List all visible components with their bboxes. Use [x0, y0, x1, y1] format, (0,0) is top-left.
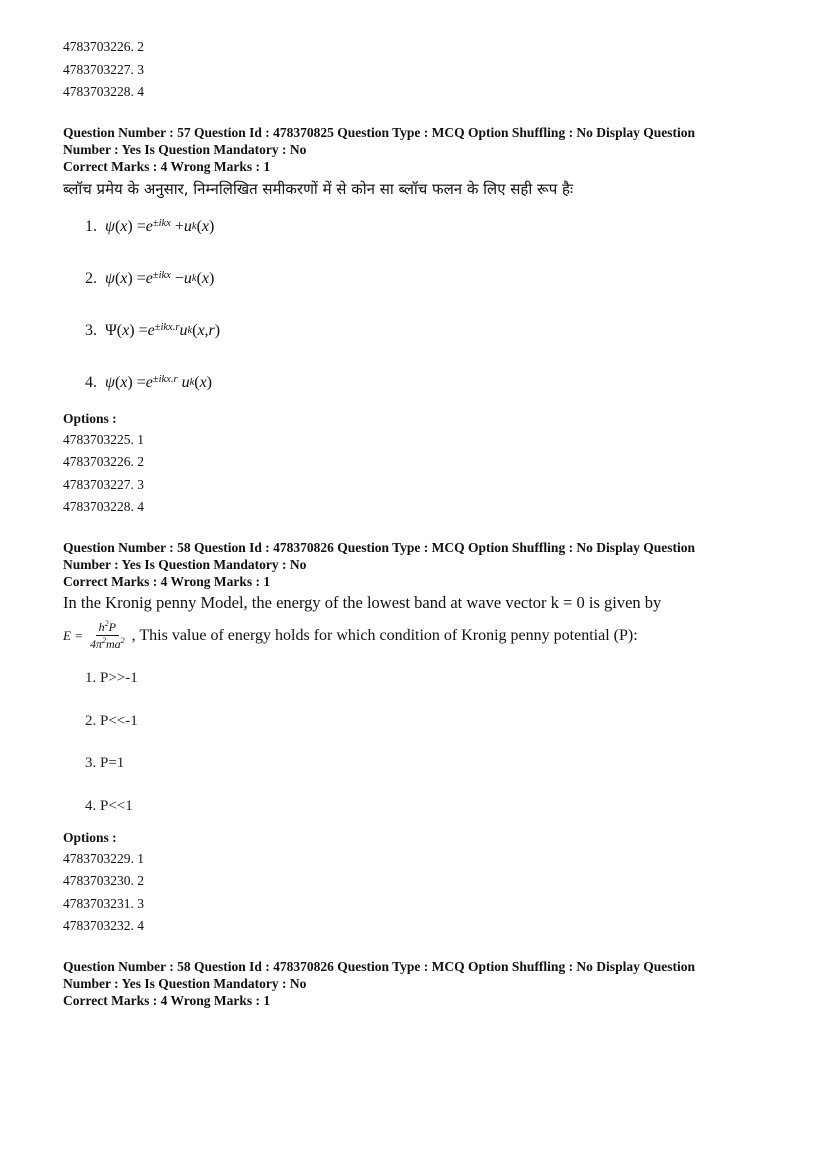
options-list	[63, 848, 763, 938]
option-item: 4783703226. 2	[63, 454, 144, 469]
option-item: 4783703227. 3	[63, 476, 144, 492]
equation-choice-3: 3. Ψ( x ) = e $^{\pm ikx.r}$ u k ( x , r )	[85, 321, 221, 339]
equation-choices	[63, 201, 763, 409]
document-page	[63, 36, 763, 1009]
options-label: Options :	[63, 829, 117, 845]
choice-number: 3.	[85, 321, 97, 339]
equation-choice-2: 2. ψ ( x ) = e $^{\pm ikx}$ − u k ( x )	[85, 269, 215, 287]
question-text-cont: , This value of energy holds for which condition of Kronig penny potential (P):	[131, 626, 638, 644]
options-list	[63, 429, 763, 519]
question-58	[63, 539, 763, 938]
option-item: 4783703228. 4	[63, 84, 144, 99]
question-meta: Number : Yes Is Question Mandatory : No	[63, 556, 307, 572]
equation-choice-4: 4. ψ ( x ) = e $^{\pm ikx.r}$ u k ( x )	[85, 373, 212, 391]
energy-fraction: $\frac{h^2P}{4\pi^2ma^2}$	[89, 619, 125, 651]
choice-item: 3. P=1	[85, 755, 125, 772]
question-meta: Number : Yes Is Question Mandatory : No	[63, 975, 307, 991]
question-meta: Question Number : 58 Question Id : 478370826 Question Type : MCQ Option Shuffling : No Display Question	[63, 958, 695, 974]
equation-choice-1: 1. ψ ( x ) = e $^{\pm ikx}$ + u k ( x )	[85, 217, 215, 235]
choice-number: 4.	[85, 373, 97, 391]
option-item: 4783703231. 3	[63, 895, 144, 911]
question-meta: Question Number : 58 Question Id : 478370826 Question Type : MCQ Option Shuffling : No Display Question	[63, 539, 695, 555]
question-meta: Question Number : 57 Question Id : 478370825 Question Type : MCQ Option Shuffling : No Display Question	[63, 124, 695, 140]
question-marks: Correct Marks : 4 Wrong Marks : 1	[63, 158, 271, 174]
option-item: 4783703225. 1	[63, 431, 144, 447]
question-text: ब्लॉच प्रमेय के अनुसार, निम्नलिखित समीकरणों में से कोन सा ब्लॉच फलन के लिए सही रूप हैः	[63, 179, 573, 198]
choices-list	[63, 658, 763, 828]
option-item: 4783703228. 4	[63, 499, 144, 514]
option-item: 4783703232. 4	[63, 918, 144, 933]
option-item: 4783703226. 2	[63, 39, 144, 54]
choice-item: 1. P>>-1	[85, 670, 138, 687]
prev-options-list	[63, 36, 763, 104]
option-item: 4783703230. 2	[63, 873, 144, 888]
options-label: Options :	[63, 410, 117, 426]
option-item: 4783703229. 1	[63, 850, 144, 866]
energy-symbol: E =	[63, 627, 83, 643]
question-text: In the Kronig penny Model, the energy of the lowest band at wave vector k = 0 is given by	[63, 592, 662, 612]
question-marks: Correct Marks : 4 Wrong Marks : 1	[63, 992, 271, 1008]
question-marks: Correct Marks : 4 Wrong Marks : 1	[63, 573, 271, 589]
choice-number: 2.	[85, 269, 97, 287]
question-meta: Number : Yes Is Question Mandatory : No	[63, 141, 307, 157]
choice-item: 2. P<<-1	[85, 712, 138, 729]
question-formula-line	[63, 614, 763, 658]
question-58-repeat	[63, 958, 763, 1009]
question-57	[63, 124, 763, 519]
option-item: 4783703227. 3	[63, 61, 144, 77]
choice-item: 4. P<<1	[85, 797, 133, 814]
choice-number: 1.	[85, 217, 97, 235]
